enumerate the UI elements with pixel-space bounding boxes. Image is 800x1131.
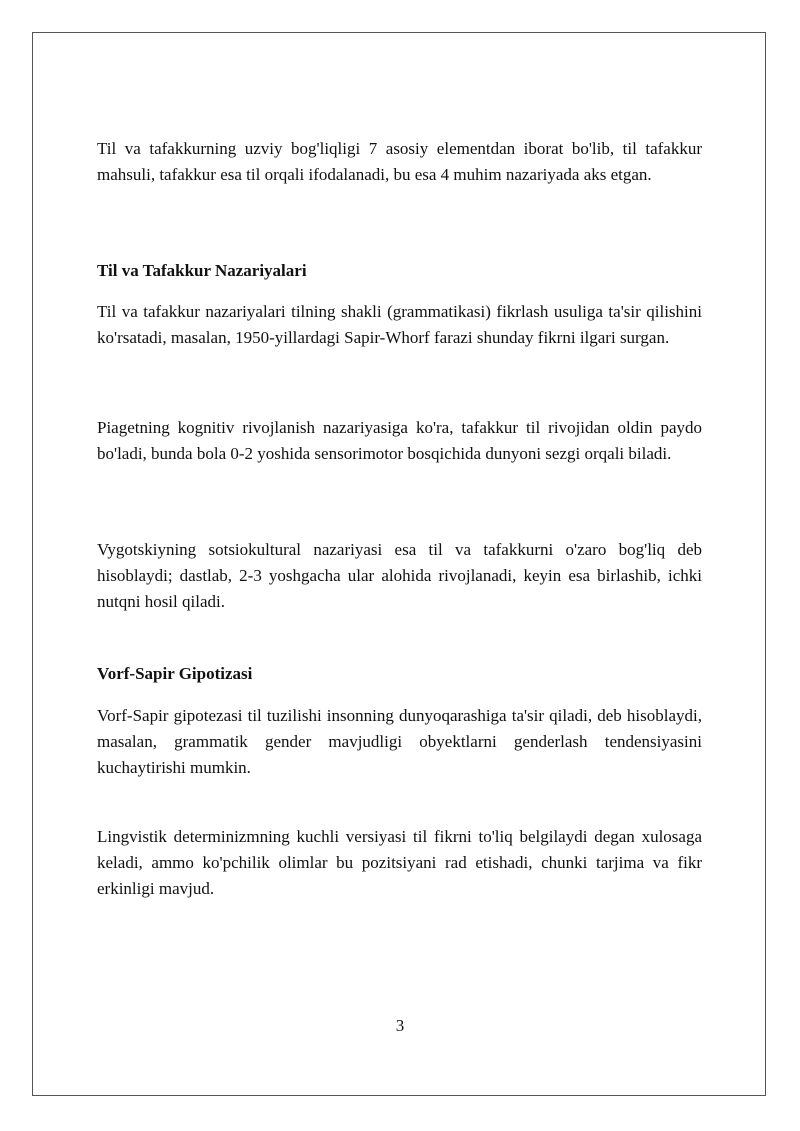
hypothesis-paragraph-2: Lingvistik determinizmning kuchli versiyasi til fikrni to'liq belgilaydi degan xulosaga keladi, ammo ko'pchilik olimlar bu pozitsiyani rad etishadi, chunki tarjima va fikr erkinligi mavjud. (97, 827, 702, 898)
page-number: 3 (395, 1016, 405, 1035)
theories-paragraph-3: Vygotskiyning sotsiokultural nazariyasi esa til va tafakkurni o'zaro bog'liq deb hisoblaydi; dastlab, 2-3 yoshgacha ular alohida rivojlanadi, keyin esa birlashib, ichki nutqni hosil qiladi. (97, 540, 702, 611)
theories-paragraph-2: Piagetning kognitiv rivojlanish nazariyasiga ko'ra, tafakkur til rivojidan oldin paydo bo'ladi, bunda bola 0-2 yoshida sensorimotor bosqichida dunyoni sezgi orqali biladi. (97, 418, 702, 463)
section-heading-hypothesis: Vorf-Sapir Gipotizasi (97, 664, 253, 683)
theories-paragraph-1: Til va tafakkur nazariyalari tilning shakli (grammatikasi) fikrlash usuliga ta'sir qilishini ko'rsatadi, masalan, 1950-yillardagi Sapir-Whorf farazi shunday fikrni ilgari surgan. (97, 302, 702, 347)
intro-paragraph: Til va tafakkurning uzviy bog'liqligi 7 asosiy elementdan iborat bo'lib, til tafakkur mahsuli, tafakkur esa til orqali ifodalanadi, bu esa 4 muhim nazariyada aks etgan. (97, 139, 702, 184)
section-heading-theories: Til va Tafakkur Nazariyalari (97, 261, 307, 280)
hypothesis-paragraph-1: Vorf-Sapir gipotezasi til tuzilishi insonning dunyoqarashiga ta'sir qiladi, deb hisoblaydi, masalan, grammatik gender mavjudligi obyektlarni genderlash tendensiyasini kuchaytirishi mumkin. (97, 706, 702, 777)
